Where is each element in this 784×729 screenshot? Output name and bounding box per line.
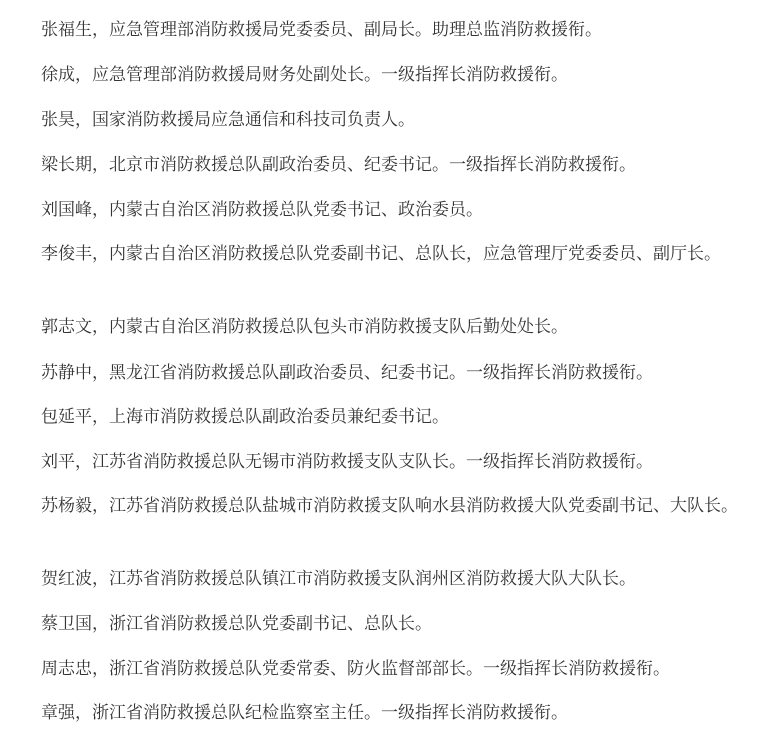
paragraph-liang-changqi: 梁长期，北京市消防救援总队副政治委员、纪委书记。一级指挥长消防救援衔。 xyxy=(41,155,636,175)
paragraph-zhou-zhizhong: 周志忠，浙江省消防救援总队党委常委、防火监督部部长。一级指挥长消防救援衔。 xyxy=(41,659,670,679)
paragraph-guo-zhiwen: 郭志文，内蒙古自治区消防救援总队包头市消防救援支队后勤处处长。 xyxy=(41,317,568,337)
paragraph-cai-weiguo: 蔡卫国，浙江省消防救援总队党委副书记、总队长。 xyxy=(41,614,432,634)
paragraph-li-junfeng: 李俊丰，内蒙古自治区消防救援总队党委副书记、总队长，应急管理厅党委委员、副厅长。 xyxy=(41,244,721,264)
paragraph-zhang-hao: 张昊，国家消防救援局应急通信和科技司负责人。 xyxy=(41,110,415,130)
paragraph-zhang-fusheng: 张福生，应急管理部消防救援局党委委员、副局长。助理总监消防救援衔。 xyxy=(41,20,602,40)
paragraph-liu-ping: 刘平，江苏省消防救援总队无锡市消防救援支队支队长。一级指挥长消防救援衔。 xyxy=(41,452,653,472)
paragraph-su-yangyi: 苏杨毅，江苏省消防救援总队盐城市消防救援支队响水县消防救援大队党委副书记、大队长。 xyxy=(41,496,738,516)
paragraph-su-jingzhong: 苏静中，黑龙江省消防救援总队副政治委员、纪委书记。一级指挥长消防救援衔。 xyxy=(41,363,653,383)
paragraph-liu-guofeng: 刘国峰，内蒙古自治区消防救援总队党委书记、政治委员。 xyxy=(41,200,483,220)
paragraph-xu-cheng: 徐成，应急管理部消防救援局财务处副处长。一级指挥长消防救援衔。 xyxy=(41,65,568,85)
paragraph-bao-yanping: 包延平，上海市消防救援总队副政治委员兼纪委书记。 xyxy=(41,407,449,427)
paragraph-zhang-qiang: 章强，浙江省消防救援总队纪检监察室主任。一级指挥长消防救援衔。 xyxy=(41,703,568,723)
paragraph-he-hongbo: 贺红波，江苏省消防救援总队镇江市消防救援支队润州区消防救援大队大队长。 xyxy=(41,569,636,589)
